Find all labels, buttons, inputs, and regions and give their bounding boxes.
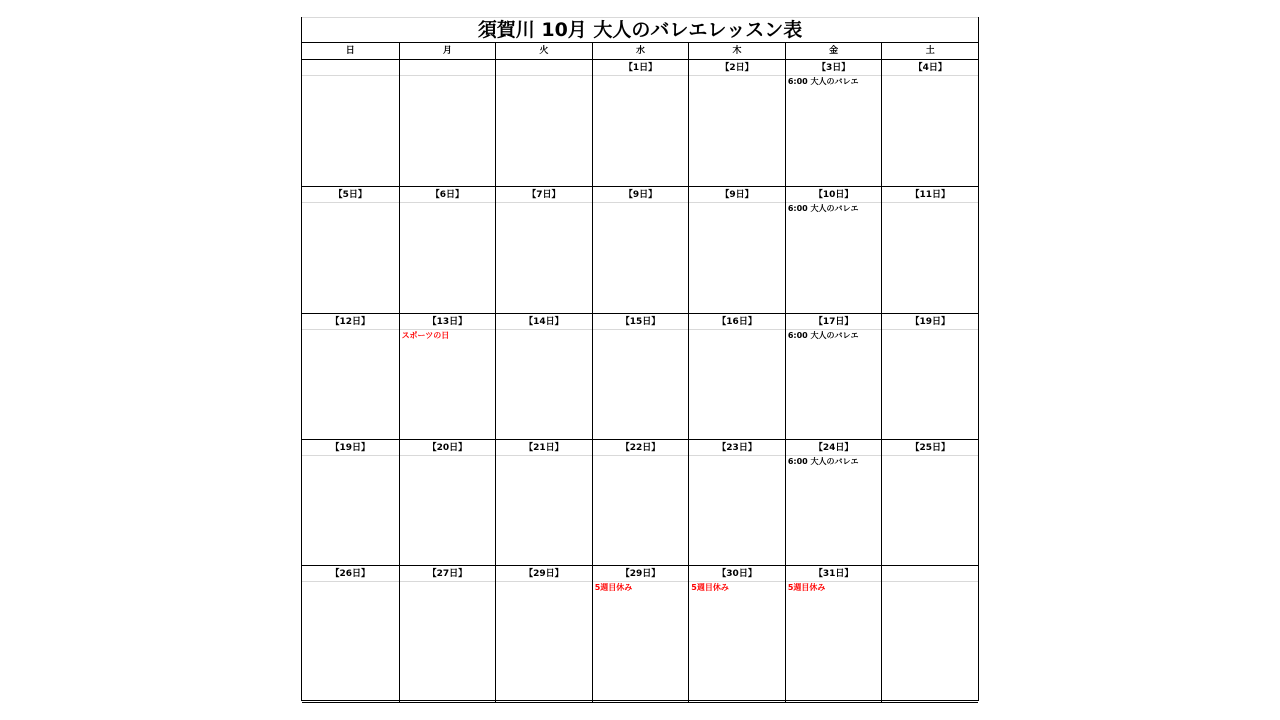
calendar-day-cell[interactable]	[785, 60, 882, 186]
day-label: 【24日】	[786, 440, 882, 456]
calendar-day-cell[interactable]	[495, 314, 592, 439]
calendar-day-cell[interactable]	[495, 187, 592, 313]
calendar-day-cell[interactable]	[399, 314, 496, 439]
day-label: 【7日】	[496, 187, 592, 203]
day-label: 【1日】	[593, 60, 689, 76]
calendar-sheet	[301, 17, 979, 701]
day-label: 【6日】	[400, 187, 496, 203]
day-label: 【31日】	[786, 566, 882, 582]
holiday-event-text: 5週目休み	[787, 583, 826, 592]
calendar-day-cell[interactable]	[785, 187, 882, 313]
calendar-week-row	[302, 566, 978, 703]
day-label: 【23日】	[689, 440, 785, 456]
day-label: 【20日】	[400, 440, 496, 456]
calendar-day-cell[interactable]	[785, 566, 882, 702]
day-label: 【3日】	[786, 60, 882, 76]
day-label: 【17日】	[786, 314, 882, 330]
calendar-day-cell[interactable]	[495, 566, 592, 702]
calendar-day-cell[interactable]	[688, 566, 785, 702]
calendar-day-cell[interactable]	[495, 440, 592, 565]
day-label: 【13日】	[400, 314, 496, 330]
calendar-day-cell[interactable]	[688, 314, 785, 439]
day-label: 【10日】	[786, 187, 882, 203]
calendar-day-cell[interactable]	[881, 187, 978, 313]
day-label: 【26日】	[302, 566, 399, 582]
calendar-day-cell[interactable]	[302, 60, 399, 186]
lesson-event-text: 6:00 大人のバレエ	[787, 331, 859, 340]
day-label: 【27日】	[400, 566, 496, 582]
holiday-event-text: 5週目休み	[691, 583, 729, 592]
calendar-day-cell[interactable]	[592, 440, 689, 565]
calendar-day-cell[interactable]	[302, 314, 399, 439]
calendar-day-cell[interactable]	[592, 187, 689, 313]
day-label: 【19日】	[882, 314, 978, 330]
calendar-day-cell[interactable]	[592, 314, 689, 439]
calendar-week-row	[302, 60, 978, 187]
day-label	[882, 566, 978, 582]
calendar-day-cell[interactable]	[881, 440, 978, 565]
weekday-sunday: 日	[345, 46, 355, 56]
lesson-event-text: 6:00 大人のバレエ	[787, 77, 859, 86]
day-label: 【5日】	[302, 187, 399, 203]
calendar-day-cell[interactable]	[688, 440, 785, 565]
weekday-thursday: 木	[688, 43, 785, 59]
calendar-title: 須賀川 10月 大人のバレエレッスン表	[302, 17, 978, 42]
day-label	[400, 60, 496, 76]
day-label: 【4日】	[882, 60, 978, 76]
calendar-day-cell[interactable]	[785, 314, 882, 439]
weekday-wednesday: 水	[592, 43, 689, 59]
day-label: 【15日】	[593, 314, 689, 330]
day-label: 【16日】	[689, 314, 785, 330]
day-label: 【9日】	[593, 187, 689, 203]
weekday-monday: 月	[399, 43, 496, 59]
day-label	[302, 60, 399, 76]
day-label: 【14日】	[496, 314, 592, 330]
weekday-friday: 金	[785, 43, 882, 59]
calendar-day-cell[interactable]	[592, 60, 689, 186]
day-label: 【19日】	[302, 440, 399, 456]
day-label	[496, 60, 592, 76]
weekday-tuesday: 火	[495, 43, 592, 59]
day-label: 【22日】	[593, 440, 689, 456]
calendar-weeks	[302, 60, 978, 703]
calendar-day-cell[interactable]	[592, 566, 689, 702]
lesson-event-text: 6:00 大人のバレエ	[787, 457, 859, 466]
day-label: 【2日】	[689, 60, 785, 76]
calendar-day-cell[interactable]	[785, 440, 882, 565]
day-label: 【29日】	[593, 566, 689, 582]
calendar-day-cell[interactable]	[302, 187, 399, 313]
calendar-day-cell[interactable]	[399, 440, 496, 565]
calendar-week-row	[302, 187, 978, 314]
day-label: 【25日】	[882, 440, 978, 456]
calendar-day-cell[interactable]	[688, 187, 785, 313]
weekday-saturday: 土	[881, 43, 978, 59]
day-label: 【30日】	[689, 566, 785, 582]
calendar-day-cell[interactable]	[399, 60, 496, 186]
day-label: 【21日】	[496, 440, 592, 456]
day-label: 【9日】	[689, 187, 785, 203]
calendar-day-cell[interactable]	[399, 187, 496, 313]
calendar-day-cell[interactable]	[688, 60, 785, 186]
calendar-day-cell[interactable]	[881, 566, 978, 702]
weekday-header-row	[302, 42, 978, 60]
lesson-event-text: 6:00 大人のバレエ	[787, 204, 859, 213]
day-label: 【11日】	[882, 187, 978, 203]
holiday-event-text: スポーツの日	[401, 331, 450, 340]
calendar-day-cell[interactable]	[495, 60, 592, 186]
day-label: 【12日】	[302, 314, 399, 330]
calendar-day-cell[interactable]	[881, 60, 978, 186]
calendar-day-cell[interactable]	[302, 566, 399, 702]
calendar-day-cell[interactable]	[399, 566, 496, 702]
calendar-day-cell[interactable]	[302, 440, 399, 565]
calendar-week-row	[302, 314, 978, 440]
holiday-event-text: 5週目休み	[594, 583, 633, 592]
calendar-week-row	[302, 440, 978, 566]
day-label: 【29日】	[496, 566, 592, 582]
calendar-day-cell[interactable]	[881, 314, 978, 439]
